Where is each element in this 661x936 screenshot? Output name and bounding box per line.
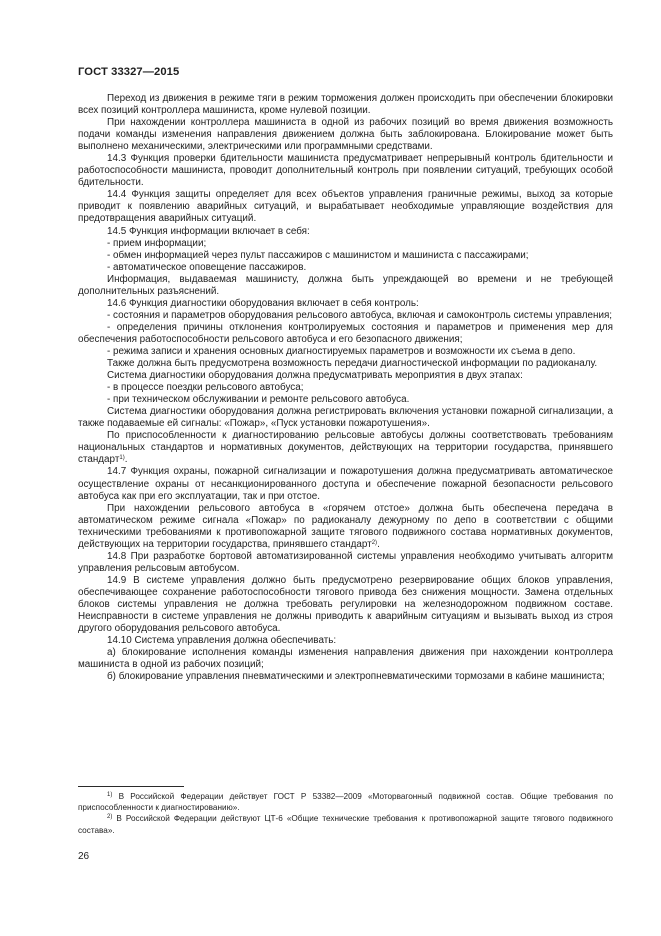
footnote-text: В Российской Федерации действует ГОСТ Р 53382—2009 «Моторвагонный подвижной состав. Общие требования по приспособленности к диагностированию».: [78, 792, 613, 813]
footnote: [78, 813, 613, 835]
footnote-divider: [78, 786, 184, 787]
list-item: - обмен информацией через пульт пассажиров с машинистом и машиниста с пассажирами;: [107, 249, 529, 261]
footnote-ref: 2): [371, 539, 378, 546]
footnotes: [78, 791, 613, 836]
list-item: - при техническом обслуживании и ремонте рельсового автобуса.: [107, 394, 410, 406]
paragraph: 14.4 Функция защиты определяет для всех объектов управления граничные режимы, выход за которые приводит к появлению аварийных ситуаций, и вырабатывает необходимые управляющие воздействия для предотвращения аварийных ситуаций.: [78, 189, 613, 225]
list-item: а) блокирование исполнения команды изменения направления движения при нахождении контроллера машиниста в одной из рабочих позиций;: [78, 647, 613, 671]
body-text: [78, 93, 613, 683]
list-item: - режима записи и хранения основных диагностируемых параметров и возможности их съема в депо.: [107, 345, 576, 357]
paragraph: При нахождении контроллера машиниста в одной из рабочих позиций во время движения возможность подачи команды изменения направления движением должна быть заблокирована. Блокирование может быть выполнено механическими, электрическими или программными средствами.: [78, 117, 613, 153]
paragraph: [78, 503, 613, 551]
paragraph: [78, 430, 613, 466]
paragraph: 14.3 Функция проверки бдительности машиниста предусматривает непрерывный контроль бдительности и работоспособности машиниста, проводит дополнительный контроль при появлении ситуаций, требующих особой бдительности.: [78, 153, 613, 189]
list-item: - автоматическое оповещение пассажиров.: [107, 261, 307, 273]
paragraph-text: По приспособленности к диагностированию рельсовые автобусы должны соответствовать требованиям национальных стандартов и нормативных документов, действующих на территории государства, принявшего стандарт: [78, 430, 613, 466]
footnote-ref: 1): [119, 455, 125, 462]
paragraph: Система диагностики оборудования должна регистрировать включения установки пожарной сигнализации, а также подаваемые ей сигналы: «Пожар», «Пуск установки пожаротушения».: [78, 406, 613, 430]
list-item: - прием информации;: [107, 237, 207, 249]
page-number: 26: [78, 851, 90, 862]
list-item: б) блокирование управления пневматическими и электропневматическими тормозами в кабине машиниста;: [107, 671, 605, 683]
paragraph: Система диагностики оборудования должна предусматривать мероприятия в двух этапах:: [107, 370, 523, 382]
paragraph: 14.7 Функция охраны, пожарной сигнализации и пожаротушения должна предусматривать автоматическое осуществление охраны от несанкционированного доступа и обеспечение пожарной безопасности рельсового автобуса как при его эксплуатации, так и при отстое.: [78, 466, 613, 502]
paragraph: Также должна быть предусмотрена возможность передачи диагностической информации по радиоканалу.: [107, 358, 598, 370]
list-item: - в процессе поездки рельсового автобуса;: [107, 382, 304, 394]
paragraph: 14.8 При разработке бортовой автоматизированной системы управления необходимо учитывать алгоритм управления рельсовым автобусом.: [78, 550, 613, 574]
footnote-mark: 2): [107, 814, 113, 821]
list-item: - определения причины отклонения контролируемых состояния и параметров и применения мер для обеспечения работоспособности рельсового автобуса и его безопасного движения;: [78, 321, 613, 345]
footnote-mark: 1): [107, 792, 113, 798]
paragraph: 14.6 Функция диагностики оборудования включает в себя контроль:: [107, 297, 419, 309]
footnote: [78, 791, 613, 813]
paragraph: Информация, выдаваемая машинисту, должна быть упреждающей во времени и не требующей дополнительных разъяснений.: [78, 273, 613, 297]
paragraph: 14.10 Система управления должна обеспечивать:: [107, 635, 337, 647]
paragraph: 14.9 В системе управления должно быть предусмотрено резервирование общих блоков управления, обеспечивающее сохранение работоспособности тягового привода без снижения мощности. Замена отдельных блоков системы управления не должна требовать регулировки на железнодорожном подвижном составе. Неисправности в системе управления не должны приводить к аварийным ситуациям и вызывать выход из строя другого оборудования рельсового автобуса.: [78, 574, 613, 635]
paragraph: 14.5 Функция информации включает в себя:: [107, 225, 310, 237]
paragraph: Переход из движения в режиме тяги в режим торможения должен происходить при обеспечении блокировки всех позиций контроллера машиниста, кроме нулевой позиции.: [78, 93, 613, 117]
paragraph-tail: .: [124, 454, 128, 466]
footnote-text: В Российской Федерации действуют ЦТ-6 «Общие технические требования к противопожарной защите тягового подвижного состава».: [78, 814, 613, 835]
paragraph-text: При нахождении рельсового автобуса в «горячем отстое» должна быть обеспечена передача в автоматическом режиме сигнала «Пожар» по радиоканалу дежурному по депо в соответствии с общими техническими требованиями к противопожарной защите тягового подвижного состава нормативных документов, действующих на территории государства, принявшего стандарт: [78, 502, 613, 550]
list-item: - состояния и параметров оборудования рельсового автобуса, включая и самоконтроль системы управления;: [107, 309, 613, 321]
document-header: ГОСТ 33327—2015: [78, 66, 180, 78]
paragraph-tail: .: [377, 538, 380, 550]
